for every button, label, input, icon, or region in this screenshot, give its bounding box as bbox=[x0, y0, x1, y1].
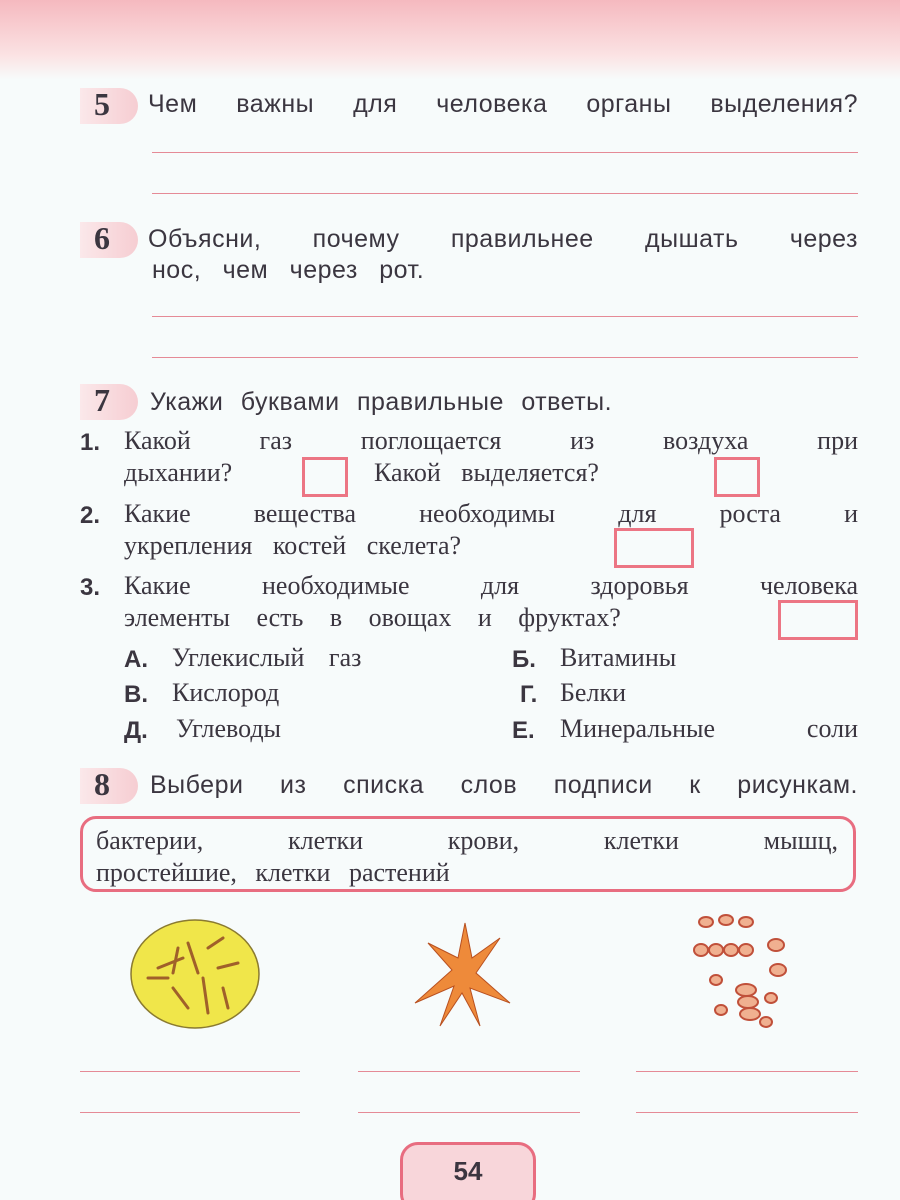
answer-line[interactable] bbox=[152, 357, 858, 358]
option-letter: Г. bbox=[520, 681, 538, 708]
item-text: Какой газ поглощается из воздуха при bbox=[124, 426, 858, 455]
option-text: Углекислый газ bbox=[172, 643, 362, 672]
page-number: 54 bbox=[400, 1142, 536, 1200]
option-letter: А. bbox=[124, 646, 148, 673]
option-letter: Б. bbox=[512, 646, 536, 673]
option-text: Углеводы bbox=[176, 714, 282, 743]
item-number: 2. bbox=[80, 502, 101, 529]
option-letter: Е. bbox=[512, 717, 535, 744]
answer-box[interactable] bbox=[302, 457, 348, 497]
answer-box[interactable] bbox=[614, 528, 694, 568]
caption-line[interactable] bbox=[358, 1112, 580, 1113]
caption-line[interactable] bbox=[80, 1071, 300, 1072]
caption-line[interactable] bbox=[636, 1112, 858, 1113]
answer-line[interactable] bbox=[152, 152, 858, 153]
header-band bbox=[0, 0, 900, 80]
muscle-cells-image bbox=[410, 918, 520, 1030]
option-text: Кислород bbox=[172, 678, 280, 707]
item-text: Какие вещества необходимы для роста и bbox=[124, 499, 858, 528]
question-text: Выбери из списка слов подписи к рисункам. bbox=[150, 771, 858, 799]
caption-line[interactable] bbox=[358, 1071, 580, 1072]
item-text: дыхании? bbox=[124, 458, 233, 487]
option-text: Витамины bbox=[560, 643, 677, 672]
question-text: Объясни, почему правильнее дышать через bbox=[148, 225, 858, 253]
option-letter: Д. bbox=[124, 717, 148, 744]
caption-line[interactable] bbox=[636, 1071, 858, 1072]
item-number: 3. bbox=[80, 574, 101, 601]
question-number: 7 bbox=[94, 382, 110, 418]
question-text: Чем важны для человека органы выделения? bbox=[148, 90, 858, 118]
option-letter: В. bbox=[124, 681, 148, 708]
bacteria-image bbox=[128, 918, 262, 1030]
word-list: бактерии, клетки крови, клетки мышц, bbox=[96, 826, 838, 855]
item-text: Какие необходимые для здоровья человека bbox=[124, 571, 858, 600]
question-number: 5 bbox=[94, 86, 110, 122]
item-text: укрепления костей скелета? bbox=[124, 531, 462, 560]
item-text: Какой выделяется? bbox=[374, 458, 599, 487]
option-text: Белки bbox=[560, 678, 626, 707]
blood-cells-image bbox=[686, 910, 796, 1032]
answer-line[interactable] bbox=[152, 316, 858, 317]
caption-line[interactable] bbox=[80, 1112, 300, 1113]
question-number: 8 bbox=[94, 766, 110, 802]
question-text: Укажи буквами правильные ответы. bbox=[150, 388, 613, 416]
answer-box[interactable] bbox=[714, 457, 760, 497]
option-text: Минеральные соли bbox=[560, 714, 858, 743]
question-text: нос, чем через рот. bbox=[152, 256, 425, 284]
item-number: 1. bbox=[80, 429, 101, 456]
answer-box[interactable] bbox=[778, 600, 858, 640]
item-text: элементы есть в овощах и фруктах? bbox=[124, 603, 621, 632]
question-number: 6 bbox=[94, 220, 110, 256]
word-list: простейшие, клетки растений bbox=[96, 858, 450, 887]
answer-line[interactable] bbox=[152, 193, 858, 194]
